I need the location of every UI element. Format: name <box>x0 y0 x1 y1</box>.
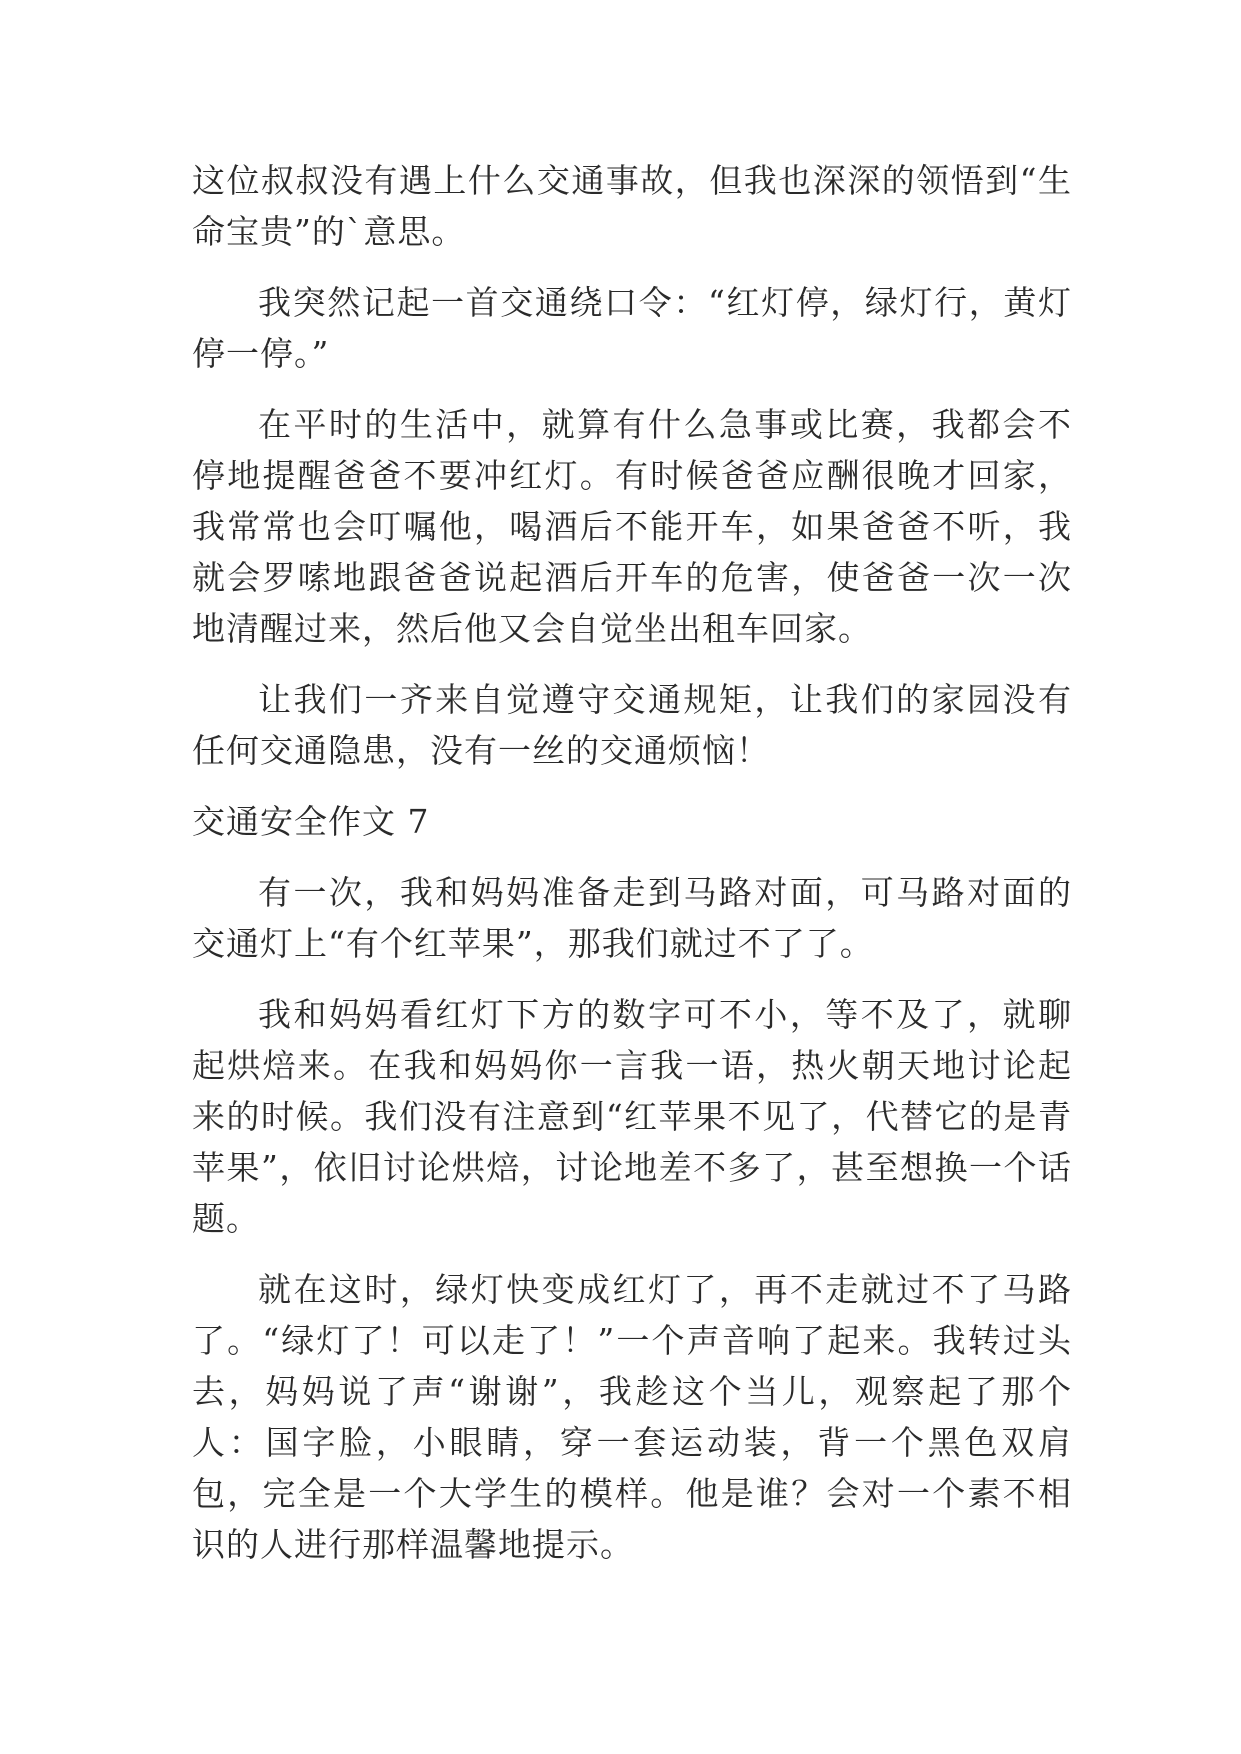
document-page <box>192 155 1072 1590</box>
paragraph: 让我们一齐来自觉遵守交通规矩，让我们的家园没有任何交通隐患，没有一丝的交通烦恼！ <box>192 680 1072 770</box>
paragraph: 我和妈妈看红灯下方的数字可不小，等不及了，就聊起烘焙来。在我和妈妈你一言我一语，热火朝天地讨论起来的时候。我们没有注意到“红苹果不见了，代替它的是青苹果”，依旧讨论烘焙，讨论地差不多了，甚至想换一个话题。 <box>192 995 1072 1238</box>
paragraph: 这位叔叔没有遇上什么交通事故，但我也深深的领悟到“生命宝贵”的`意思。 <box>192 161 1072 251</box>
paragraph: 在平时的生活中，就算有什么急事或比赛，我都会不停地提醒爸爸不要冲红灯。有时候爸爸应酬很晚才回家，我常常也会叮嘱他，喝酒后不能开车，如果爸爸不听，我就会罗嗦地跟爸爸说起酒后开车的危害，使爸爸一次一次地清醒过来，然后他又会自觉坐出租车回家。 <box>192 405 1072 648</box>
section-heading: 交通安全作文 7 <box>192 802 430 841</box>
paragraph: 就在这时，绿灯快变成红灯了，再不走就过不了马路了。“绿灯了！可以走了！”一个声音响了起来。我转过头去，妈妈说了声“谢谢”，我趁这个当儿，观察起了那个人：国字脸，小眼睛，穿一套运动装，背一个黑色双肩包，完全是一个大学生的模样。他是谁？会对一个素不相识的人进行那样温馨地提示。 <box>192 1270 1072 1564</box>
paragraph: 我突然记起一首交通绕口令：“红灯停，绿灯行，黄灯停一停。” <box>192 283 1072 373</box>
paragraph: 有一次，我和妈妈准备走到马路对面，可马路对面的交通灯上“有个红苹果”，那我们就过不了了。 <box>192 873 1072 963</box>
